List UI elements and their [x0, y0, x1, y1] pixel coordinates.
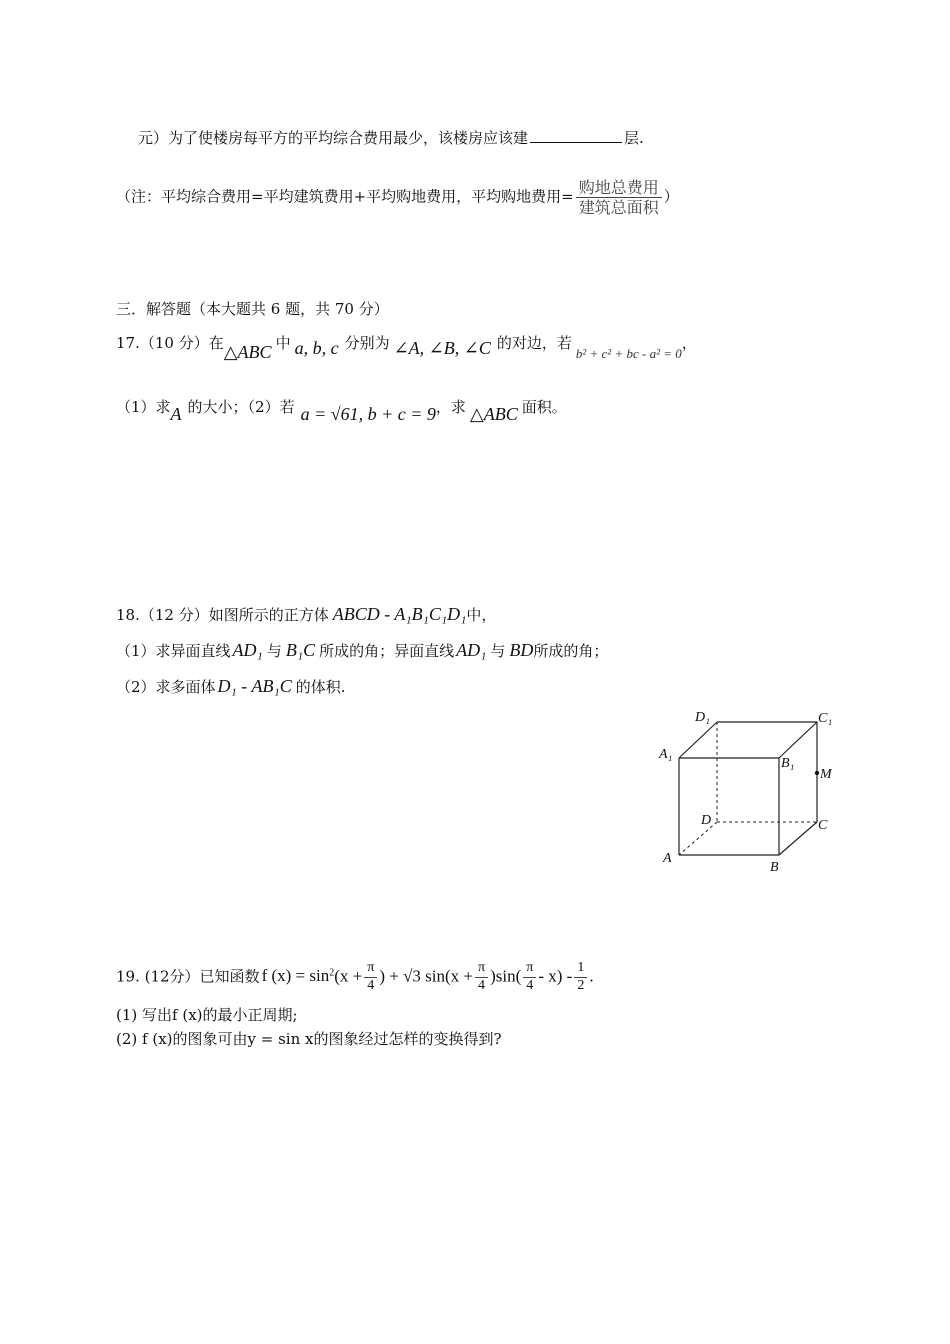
q17-zh: 中 [275, 334, 291, 352]
q19-frac1-num: π [364, 960, 377, 978]
q18-part1-prefix: （1）求异面直线 [116, 642, 231, 660]
q19-label: 19. (12分）已知函数 [116, 967, 260, 986]
q18-with2: 与 [490, 642, 506, 660]
q19-frac3 [523, 960, 536, 995]
label-a1: A₁ [659, 747, 673, 762]
cube-figure [655, 705, 845, 880]
q18-with1: 与 [266, 642, 282, 660]
q19-paren1: (x + [334, 966, 363, 986]
q19-line1 [116, 960, 594, 995]
q19-fx: f (x) = sin [261, 966, 330, 986]
q18-ad1: AD₁ [232, 640, 263, 660]
q19-part-c: - x) - [538, 966, 573, 986]
q18-cube: ABCD - A₁B₁C₁D₁ [332, 604, 467, 624]
note-numerator: 购地总费用 [576, 178, 662, 198]
q17-line1 [116, 332, 697, 362]
q19-end: . [589, 966, 594, 986]
q19-frac3-num: π [523, 960, 536, 978]
q18-line2 [116, 640, 608, 662]
q17-duibian: 的对边，若 [496, 334, 572, 352]
q19-frac3-den: 4 [526, 977, 534, 993]
edge-c-b [779, 822, 817, 855]
q18-polyhedron: D₁ - AB₁C [217, 676, 292, 696]
q17-part1-prefix: （1）求 [116, 398, 171, 416]
q19-part2: (2) f (x)的图象可由y = sin x的图象经过怎样的变换得到? [116, 1030, 502, 1048]
q16-note [116, 178, 679, 217]
q16-text: 元）为了使楼房每平方的平均综合费用最少，该楼房应该建 [138, 129, 529, 147]
edge-a1-d1 [679, 722, 717, 758]
q19-frac1-den: 4 [367, 977, 375, 993]
q17-triangle: △ABC [223, 342, 272, 362]
label-c1: C₁ [818, 711, 833, 726]
edge-c1-b1 [779, 722, 817, 758]
q18-end: 中， [466, 606, 497, 624]
label-m: M [820, 767, 832, 782]
q18-part2-end: 的体积. [295, 678, 346, 696]
q19-part1: (1) 写出f (x)的最小正周期; [116, 1006, 298, 1024]
note-denominator: 建筑总面积 [578, 198, 659, 218]
q17-part2-cond: a = √61, b + c = 9 [300, 404, 436, 424]
note-suffix: ） [663, 187, 679, 206]
q19-frac4-num: 1 [574, 960, 587, 978]
q17-comma: ， [681, 334, 697, 352]
q18-angle-text: 所成的角；异面直线 [319, 642, 455, 660]
q16-suffix: 层. [624, 129, 644, 147]
label-b1: B₁ [781, 756, 795, 771]
q19-frac1 [364, 960, 377, 995]
q17-label: 17.（10 分）在 [116, 334, 224, 352]
q17-var-a: A [170, 404, 182, 424]
q19-part-b: )sin( [490, 966, 522, 986]
q17-sides: a, b, c [294, 338, 339, 358]
q17-part2-end: 面积。 [521, 398, 567, 416]
q19-frac4 [574, 960, 587, 995]
q17-fenbie: 分别为 [344, 334, 390, 352]
q18-line1 [116, 604, 496, 626]
q18-ad1b: AD₁ [456, 640, 487, 660]
q16-line [138, 128, 644, 147]
q18-line3 [116, 676, 346, 698]
q19-part-a: ) + √3 sin(x + [379, 966, 473, 986]
answer-blank[interactable] [530, 128, 622, 143]
section-heading: 三．解答题（本大题共 6 题，共 70 分） [116, 300, 389, 318]
q18-angle-end: 所成的角； [533, 642, 609, 660]
q17-condition: b² + c² + bc - a² = 0 [575, 346, 682, 361]
q17-part2-mid: ，求 [435, 398, 466, 416]
q18-bd: BD [509, 640, 534, 660]
label-a: A [663, 851, 672, 866]
q19-frac2-num: π [475, 960, 488, 978]
hidden-edge-d-a [679, 822, 717, 855]
q18-part2-prefix: （2）求多面体 [116, 678, 216, 696]
q18-prefix: 18.（12 分）如图所示的正方体 [116, 606, 329, 624]
q19-frac4-den: 2 [577, 977, 585, 993]
q18-b1c: B₁C [285, 640, 316, 660]
q19-frac2 [475, 960, 488, 995]
q19-square: 2 [329, 967, 335, 979]
label-d1: D₁ [695, 710, 710, 725]
note-prefix: （注：平均综合费用=平均建筑费用+平均购地费用，平均购地费用= [116, 187, 574, 206]
q17-part2-tri: △ABC [469, 404, 518, 424]
label-b: B [770, 860, 779, 875]
note-fraction [576, 178, 662, 217]
q17-part1-mid: 的大小；（2）若 [187, 398, 295, 416]
label-c: C [818, 818, 828, 833]
point-m [815, 771, 819, 775]
q17-line2 [116, 396, 567, 424]
label-d: D [701, 813, 712, 828]
q19-frac2-den: 4 [478, 977, 486, 993]
q17-angles: ∠A, ∠B, ∠C [393, 338, 491, 358]
